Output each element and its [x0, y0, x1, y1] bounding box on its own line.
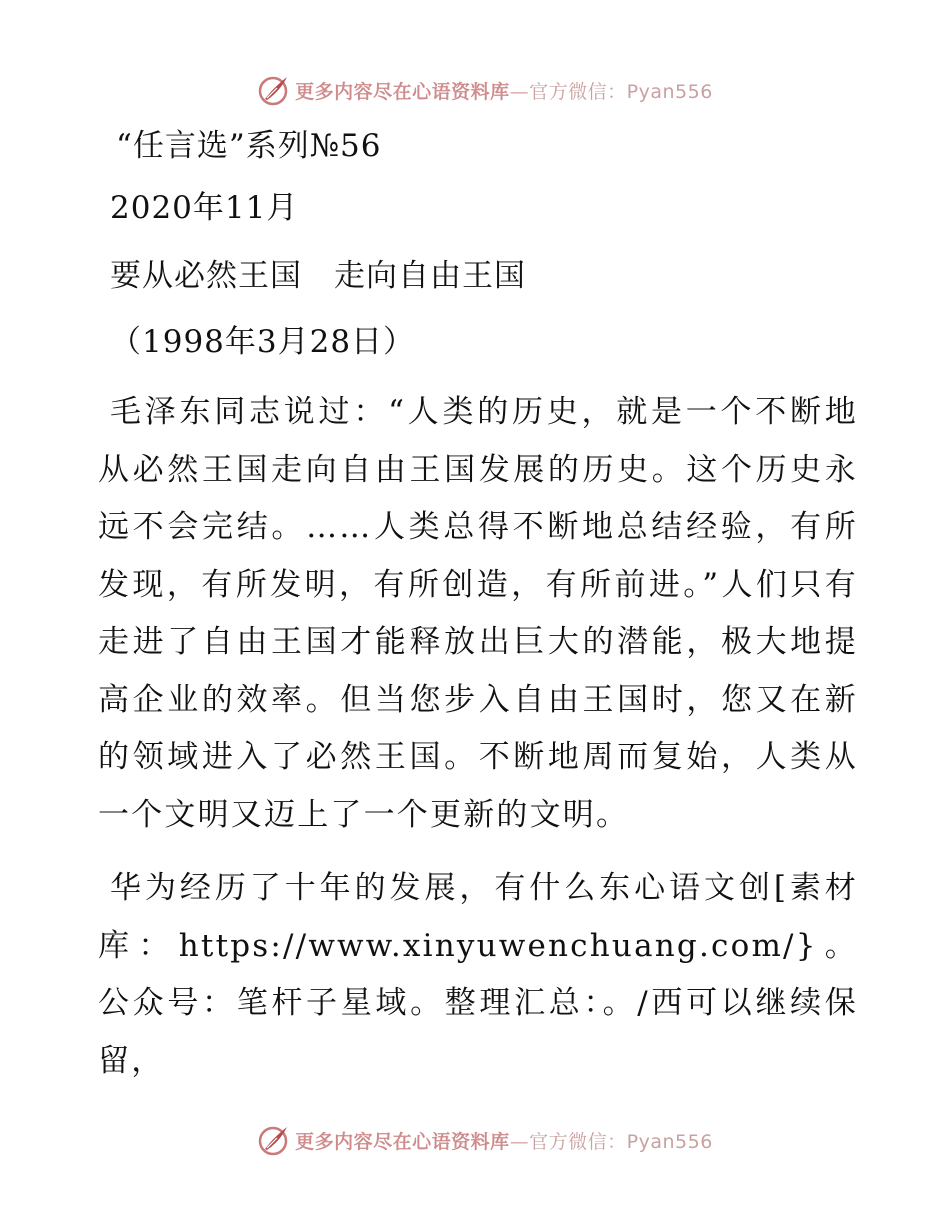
document-title: 要从必然王国 走向自由王国	[110, 258, 526, 294]
watermark-main-text: 更多内容尽在心语资料库	[295, 80, 510, 103]
document-date: 2020年11月	[110, 190, 299, 226]
feather-pen-logo-icon	[257, 73, 291, 107]
body-paragraph: 毛泽东同志说过：“人类的历史，就是一个不断地从必然王国走向自由王国发展的历史。这个历史永远不会完结。……人类总得不断地总结经验，有所发现，有所发明，有所创造，有所前进。”人们只有走进了自由王国才能释放出巨大的潜能，极大地提高企业的效率。但当您步入自由王国时，您又在新的领域进入了必然王国。不断地周而复始，人类从一个文明又迈上了一个更新的文明。	[98, 394, 858, 833]
footer-watermark	[0, 1120, 950, 1160]
watermark-separator: —	[509, 80, 530, 103]
speech-date: （1998年3月28日）	[110, 324, 416, 360]
watermark-separator: —	[509, 1130, 530, 1153]
document-body	[98, 124, 858, 1090]
watermark-group	[257, 1123, 713, 1157]
watermark-text	[295, 1127, 713, 1154]
watermark-group	[257, 73, 713, 107]
header-watermark	[0, 70, 950, 110]
watermark-wechat-text: 官方微信：Pyan556	[529, 80, 713, 103]
feather-pen-logo-icon	[257, 1123, 291, 1157]
watermark-text	[295, 77, 713, 104]
body-paragraph: 华为经历了十年的发展，有什么东心语文创[素材库：https://www.xinyuwenchuang.com/}。公众号：笔杆子星域。整理汇总：。/西可以继续保留，	[98, 870, 858, 1079]
watermark-wechat-text: 官方微信：Pyan556	[529, 1130, 713, 1153]
watermark-main-text: 更多内容尽在心语资料库	[295, 1130, 510, 1153]
series-label: “任言选”系列№56	[116, 128, 382, 164]
